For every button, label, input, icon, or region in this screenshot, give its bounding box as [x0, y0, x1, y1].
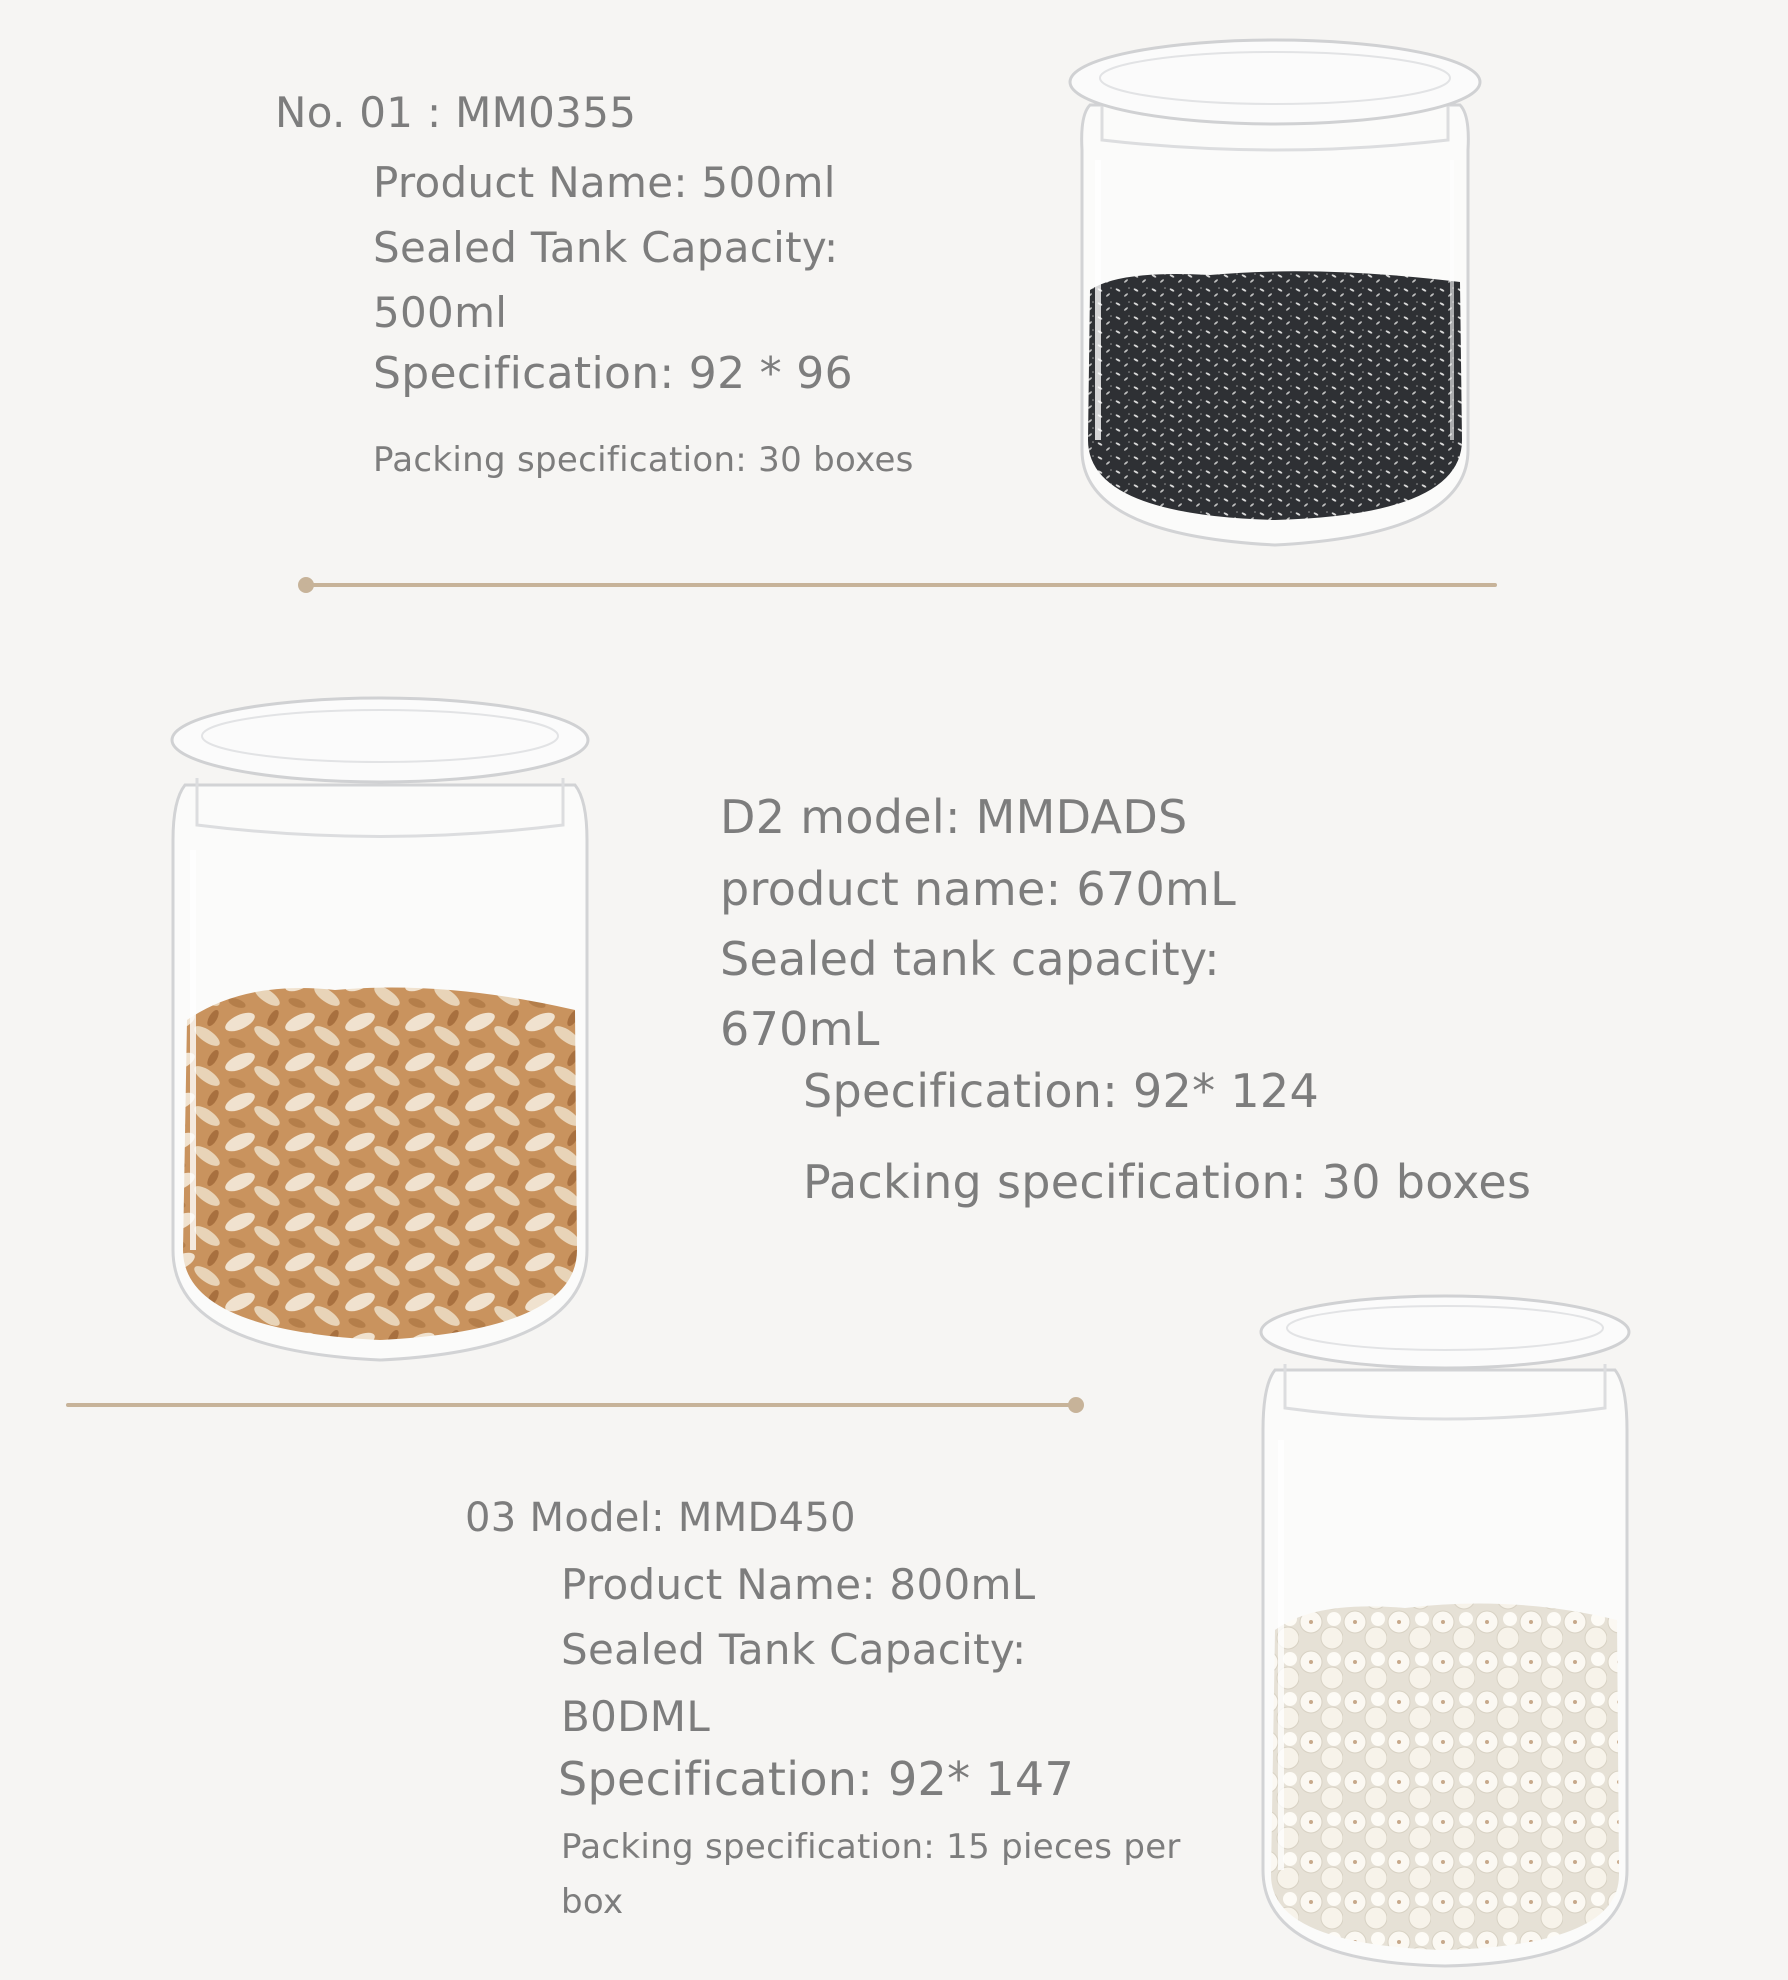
packing-specification-continued: box	[561, 1882, 624, 1922]
jar-image-lotus-seeds	[1255, 1290, 1635, 1970]
capacity-value: 500ml	[373, 288, 508, 337]
specification: Specification: 92* 147	[558, 1752, 1075, 1806]
capacity-value: 670mL	[720, 1002, 880, 1056]
capacity-label: Sealed tank capacity:	[720, 932, 1220, 986]
section-divider	[66, 1403, 1076, 1407]
model-label: No. 01 : MM0355	[275, 88, 637, 137]
packing-specification: Packing specification: 15 pieces per	[561, 1827, 1181, 1867]
specification: Specification: 92* 124	[803, 1064, 1320, 1118]
product-name: Product Name: 800mL	[561, 1560, 1036, 1609]
divider-dot	[1068, 1397, 1084, 1413]
packing-specification: Packing specification: 30 boxes	[803, 1155, 1532, 1209]
capacity-value: B0DML	[561, 1692, 711, 1741]
model-label: 03 Model: MMD450	[465, 1495, 856, 1541]
jar-image-almonds	[165, 690, 595, 1365]
model-label: D2 model: MMDADS	[720, 790, 1188, 844]
jar-image-sesame	[1060, 20, 1490, 560]
packing-specification: Packing specification: 30 boxes	[373, 440, 914, 480]
product-name: Product Name: 500ml	[373, 158, 836, 207]
capacity-label: Sealed Tank Capacity:	[561, 1625, 1027, 1674]
capacity-label: Sealed Tank Capacity:	[373, 223, 839, 272]
section-divider	[305, 583, 1497, 587]
product-name: product name: 670mL	[720, 862, 1237, 916]
specification: Specification: 92 * 96	[373, 348, 853, 399]
